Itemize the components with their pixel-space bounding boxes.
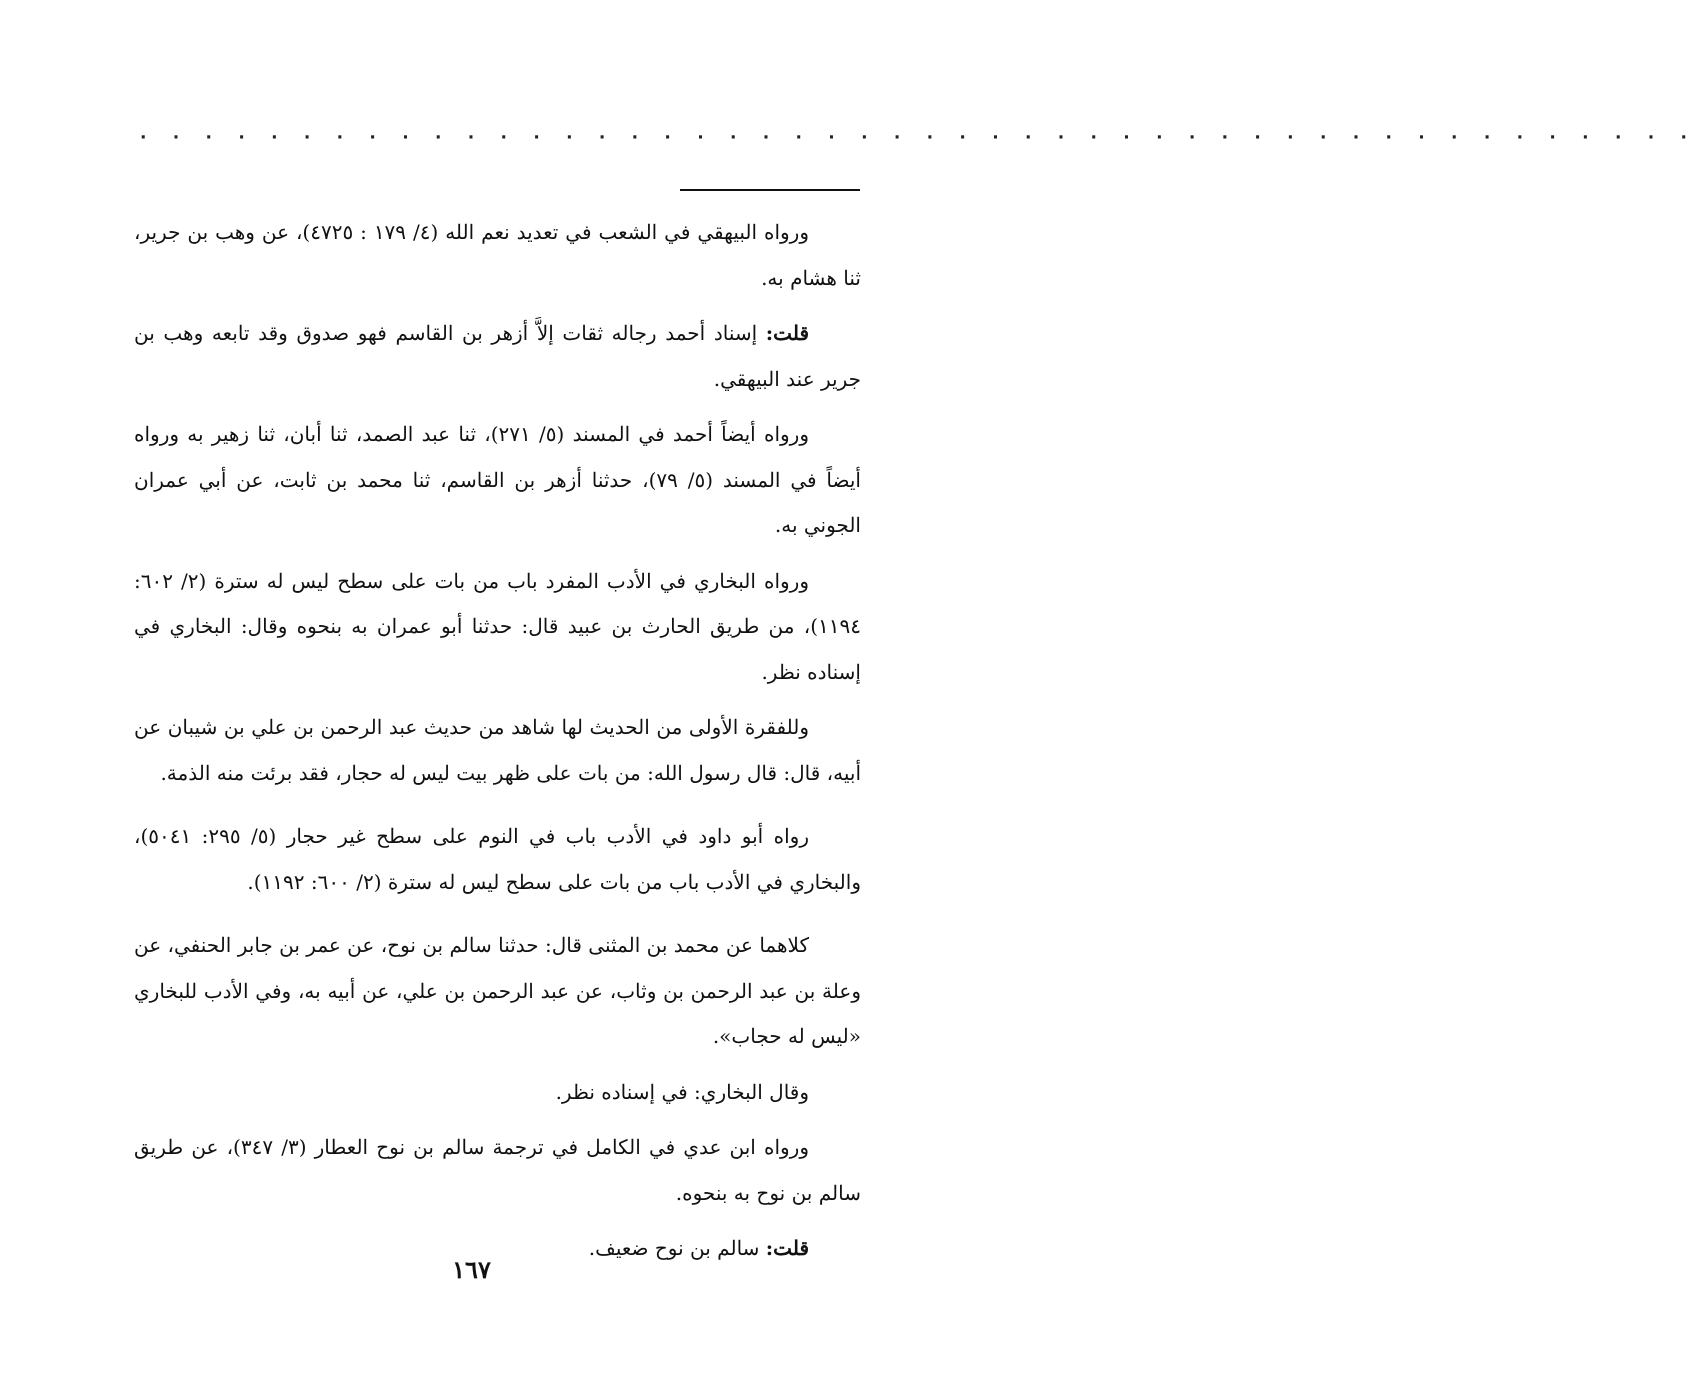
paragraph-8 <box>134 1070 861 1116</box>
paragraph-text: سالم بن نوح ضعيف. <box>588 1236 766 1260</box>
note-label: قلت: <box>765 1236 809 1260</box>
paragraph-text: إسناد أحمد رجاله ثقات إلاَّ أزهر بن القاسم فهو صدوق وقد تابعه وهب بن جرير عند البيهقي. <box>134 321 861 391</box>
paragraph-7 <box>134 923 861 1060</box>
dotted-separator: · · · · · · · · · · · · · · · · · · · · · · · · · · · · · · · · · · · · · · · · · · · · · · · · <box>140 128 1697 148</box>
paragraph-5 <box>134 705 861 796</box>
paragraph-text: كلاهما عن محمد بن المثنى قال: حدثنا سالم بن نوح، عن عمر بن جابر الحنفي، عن وعلة بن عبد الرحمن بن وثاب، عن عبد الرحمن بن علي، عن أبيه به، وفي الأدب للبخاري «ليس له حجاب». <box>134 933 861 1048</box>
paragraph-text: ورواه البخاري في الأدب المفرد باب من بات على سطح ليس له سترة (٢/ ٦٠٢: ١١٩٤)، من طريق الحارث بن عبيد قال: حدثنا أبو عمران به بنحوه وقال: البخاري في إسناده نظر. <box>134 568 862 684</box>
footnote-body <box>134 210 861 1282</box>
paragraph-text: وللفقرة الأولى من الحديث لها شاهد من حديث عبد الرحمن بن علي بن شيبان عن أبيه، قال: قال رسول الله: من بات على ظهر بيت ليس له حجار، فقد برئت منه الذمة. <box>134 715 861 785</box>
footnote-rule <box>680 189 860 191</box>
paragraph-9 <box>134 1125 861 1216</box>
paragraph-text: ورواه أيضاً أحمد في المسند (٥/ ٢٧١)، ثنا عبد الصمد، ثنا أبان، ثنا زهير به ورواه أيضاً في المسند (٥/ ٧٩)، حدثنا أزهر بن القاسم، ثنا محمد بن ثابت، عن أبي عمران الجوني به. <box>134 422 861 537</box>
paragraph-6 <box>134 814 861 905</box>
page-number: ١٦٧ <box>452 1255 491 1284</box>
paragraph-1 <box>134 210 861 301</box>
paragraph-3 <box>134 412 861 549</box>
paragraph-2 <box>134 311 861 402</box>
paragraph-text: ورواه ابن عدي في الكامل في ترجمة سالم بن نوح العطار (٣/ ٣٤٧)، عن طريق سالم بن نوح به بنحوه. <box>134 1135 861 1205</box>
paragraph-4 <box>134 559 861 696</box>
paragraph-text: وقال البخاري: في إسناده نظر. <box>555 1079 809 1104</box>
paragraph-text: ورواه البيهقي في الشعب في تعديد نعم الله (٤/ ١٧٩ : ٤٧٢٥)، عن وهب بن جرير، ثنا هشام به. <box>134 220 861 290</box>
paragraph-text: رواه أبو داود في الأدب باب في النوم على سطح غير حجار (٥/ ٢٩٥: ٥٠٤١)، والبخاري في الأدب باب من بات على سطح ليس له سترة (٢/ ٦٠٠: ١١٩٢). <box>134 824 861 894</box>
note-label: قلت: <box>765 321 809 345</box>
